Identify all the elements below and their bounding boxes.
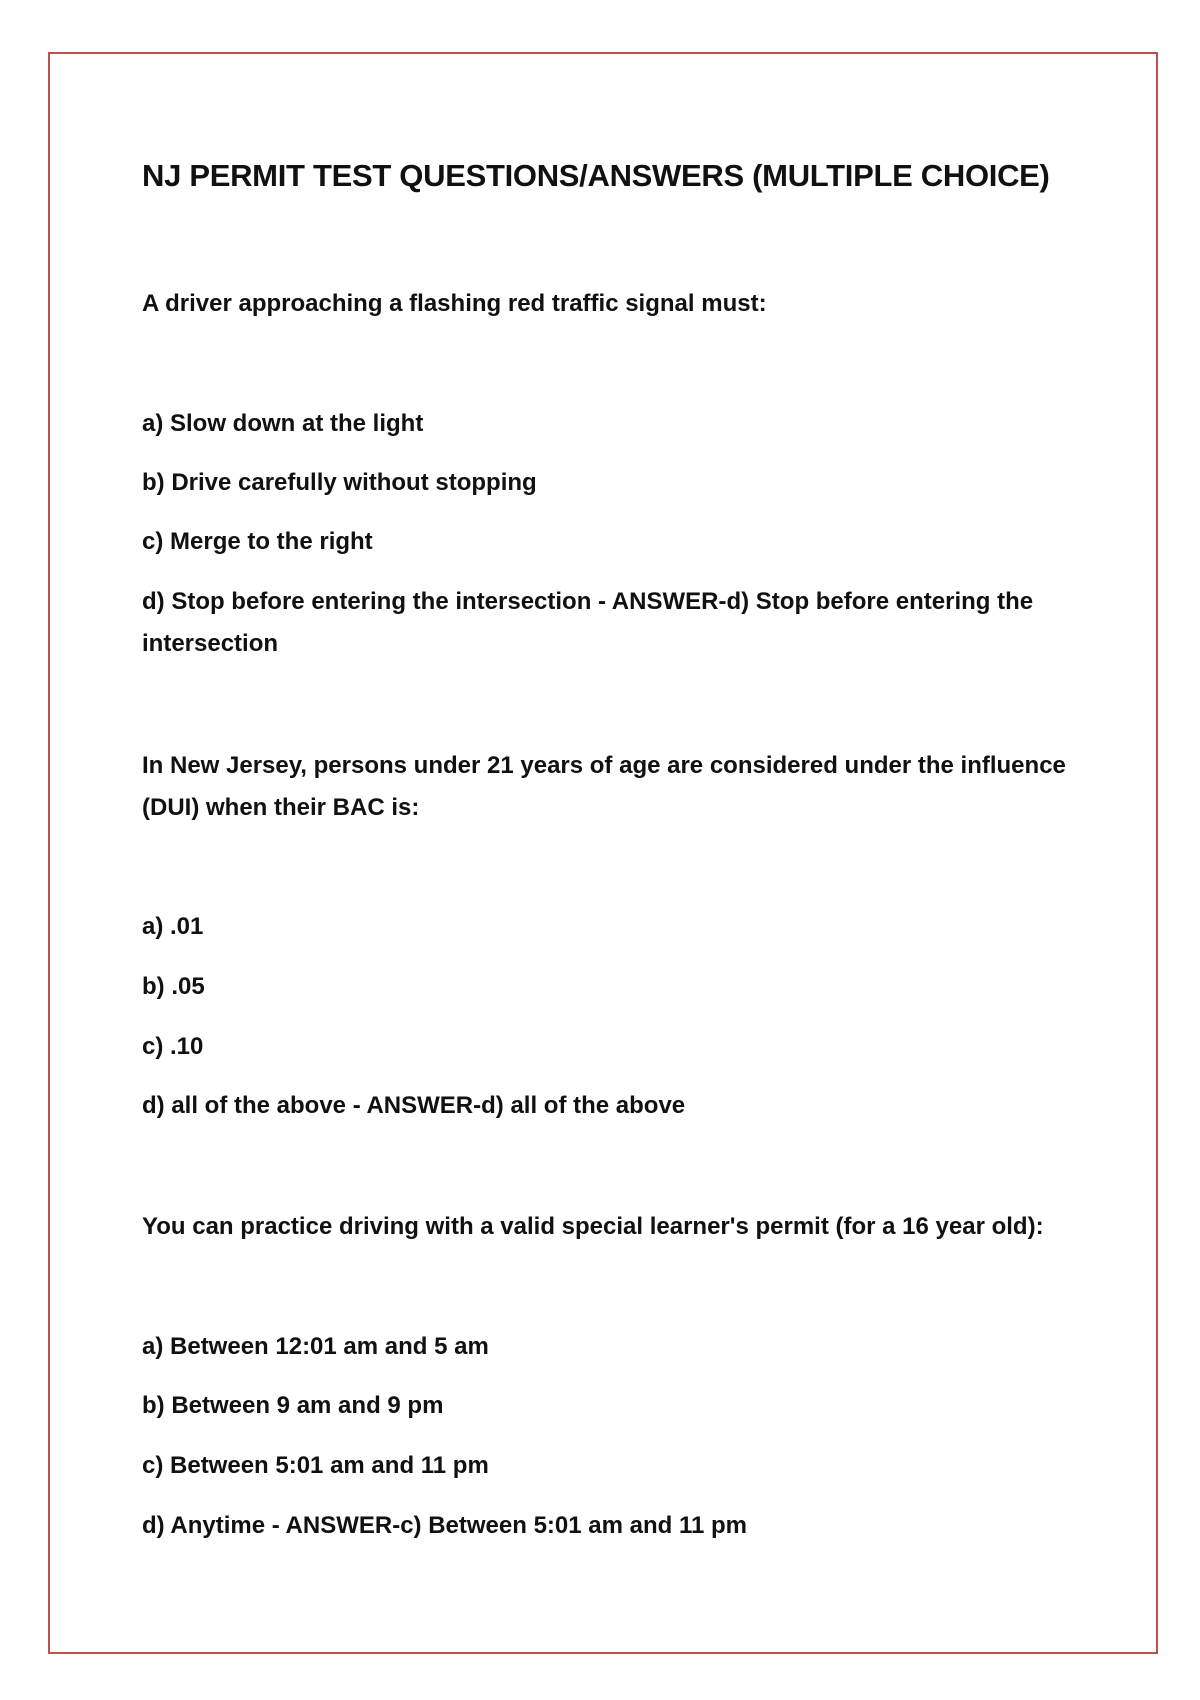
question-3-option-d: d) Anytime - ANSWER-c) Between 5:01 am and 11 pm: [142, 1512, 748, 1539]
question-1-option-b: b) Drive carefully without stopping: [142, 469, 537, 496]
question-2-option-b: b) .05: [142, 973, 205, 1000]
question-1-option-a: a) Slow down at the light: [142, 410, 424, 437]
page-title: NJ PERMIT TEST QUESTIONS/ANSWERS (MULTIPLE CHOICE): [142, 158, 1050, 193]
question-1-option-c: c) Merge to the right: [142, 528, 373, 555]
question-3-option-b: b) Between 9 am and 9 pm: [142, 1392, 444, 1419]
question-1-option-d: d) Stop before entering the intersection - ANSWER-d) Stop before entering the intersection: [142, 588, 1034, 657]
question-3-option-c: c) Between 5:01 am and 11 pm: [142, 1452, 489, 1479]
question-2-text: In New Jersey, persons under 21 years of age are considered under the influence (DUI) when their BAC is:: [142, 752, 1066, 821]
question-2-option-a: a) .01: [142, 913, 204, 940]
question-3-option-a: a) Between 12:01 am and 5 am: [142, 1333, 489, 1360]
question-1-text: A driver approaching a flashing red traffic signal must:: [142, 290, 767, 317]
question-3-text: You can practice driving with a valid special learner's permit (for a 16 year old):: [142, 1213, 1044, 1240]
question-2-option-d: d) all of the above - ANSWER-d) all of the above: [142, 1092, 686, 1119]
question-2-option-c: c) .10: [142, 1033, 204, 1060]
